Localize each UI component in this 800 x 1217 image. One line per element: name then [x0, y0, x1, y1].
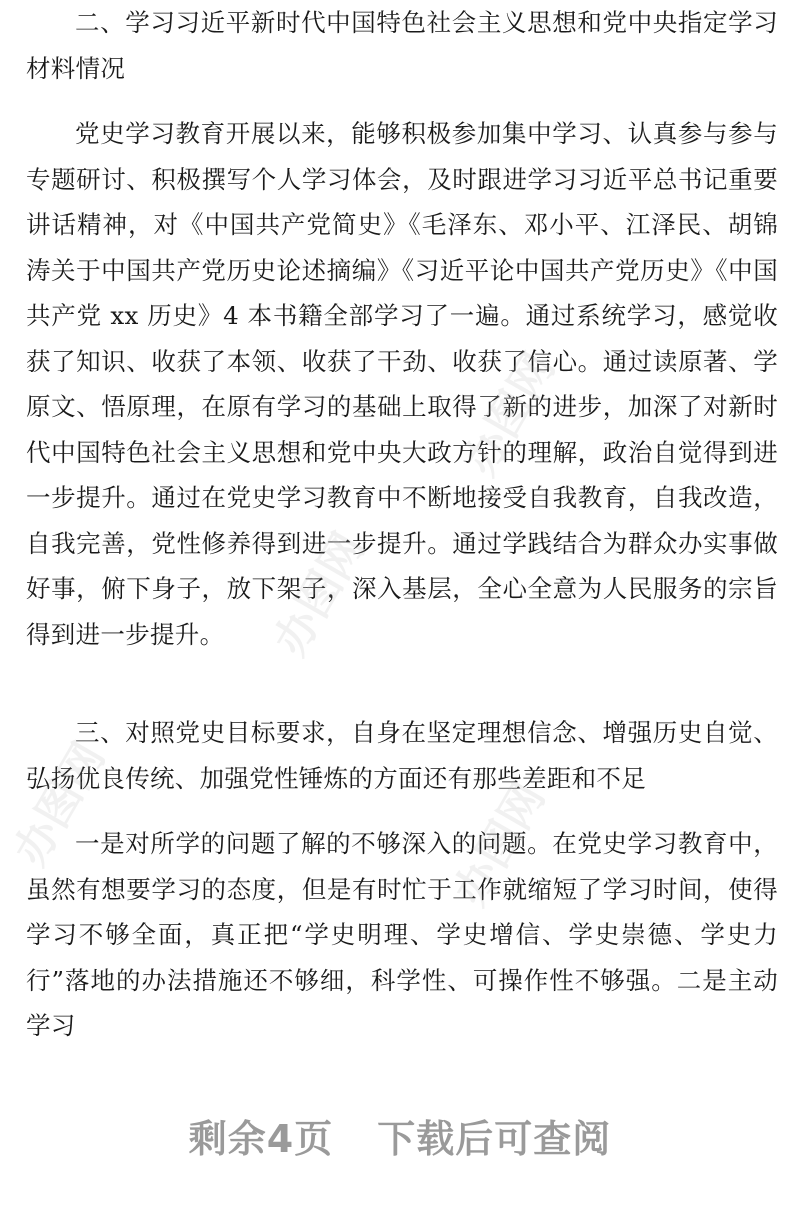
download-banner[interactable]	[0, 1108, 800, 1163]
watermark: 办图网	[454, 344, 565, 485]
section-2-heading: 二、学习习近平新时代中国特色社会主义思想和党中央指定学习材料情况	[26, 8, 778, 83]
remaining-pages-label: 剩余4页	[188, 1117, 334, 1161]
watermark: 办图网	[444, 774, 555, 915]
section-3-heading: 三、对照党史目标要求，自身在坚定理想信念、增强历史自觉、弘扬优良传统、加强党性锤炼的方面还有那些差距和不足	[26, 718, 778, 793]
section-2-paragraph: 党史学习教育开展以来，能够积极参加集中学习、认真参与参与专题研讨、积极撰写个人学习体会，及时跟进学习习近平总书记重要讲话精神，对《中国共产党简史》《毛泽东、邓小平、江泽民、胡锦涛关于中国共产党历史论述摘编》《习近平论中国共产党历史》《中国共产党 xx 历史》4 本书籍全部学习了一遍。通过系统学习，感觉收获了知识、收获了本领、收获了干劲、收获了信心。通过读原著、学原文、悟原理，在原有学习的基础上取得了新的进步，加深了对新时代中国特色社会主义思想和党中央大政方针的理解，政治自觉得到进一步提升。通过在党史学习教育中不断地接受自我教育，自我改造，自我完善，党性修养得到进一步提升。通过学践结合为群众办实事做好事，俯下身子，放下架子，深入基层，全心全意为人民服务的宗旨得到进一步提升。	[26, 119, 778, 649]
watermark: 办图网	[264, 524, 375, 665]
download-prompt-label: 下载后可查阅	[377, 1117, 612, 1161]
watermark: 办图网	[4, 734, 115, 875]
section-3-paragraph: 一是对所学的问题了解的不够深入的问题。在党史学习教育中，虽然有想要学习的态度，但是有时忙于工作就缩短了学习时间，使得学习不够全面，真正把“学史明理、学史增信、学史崇德、学史力行”落地的办法措施还不够细，科学性、可操作性不够强。二是主动学习	[26, 829, 778, 1040]
